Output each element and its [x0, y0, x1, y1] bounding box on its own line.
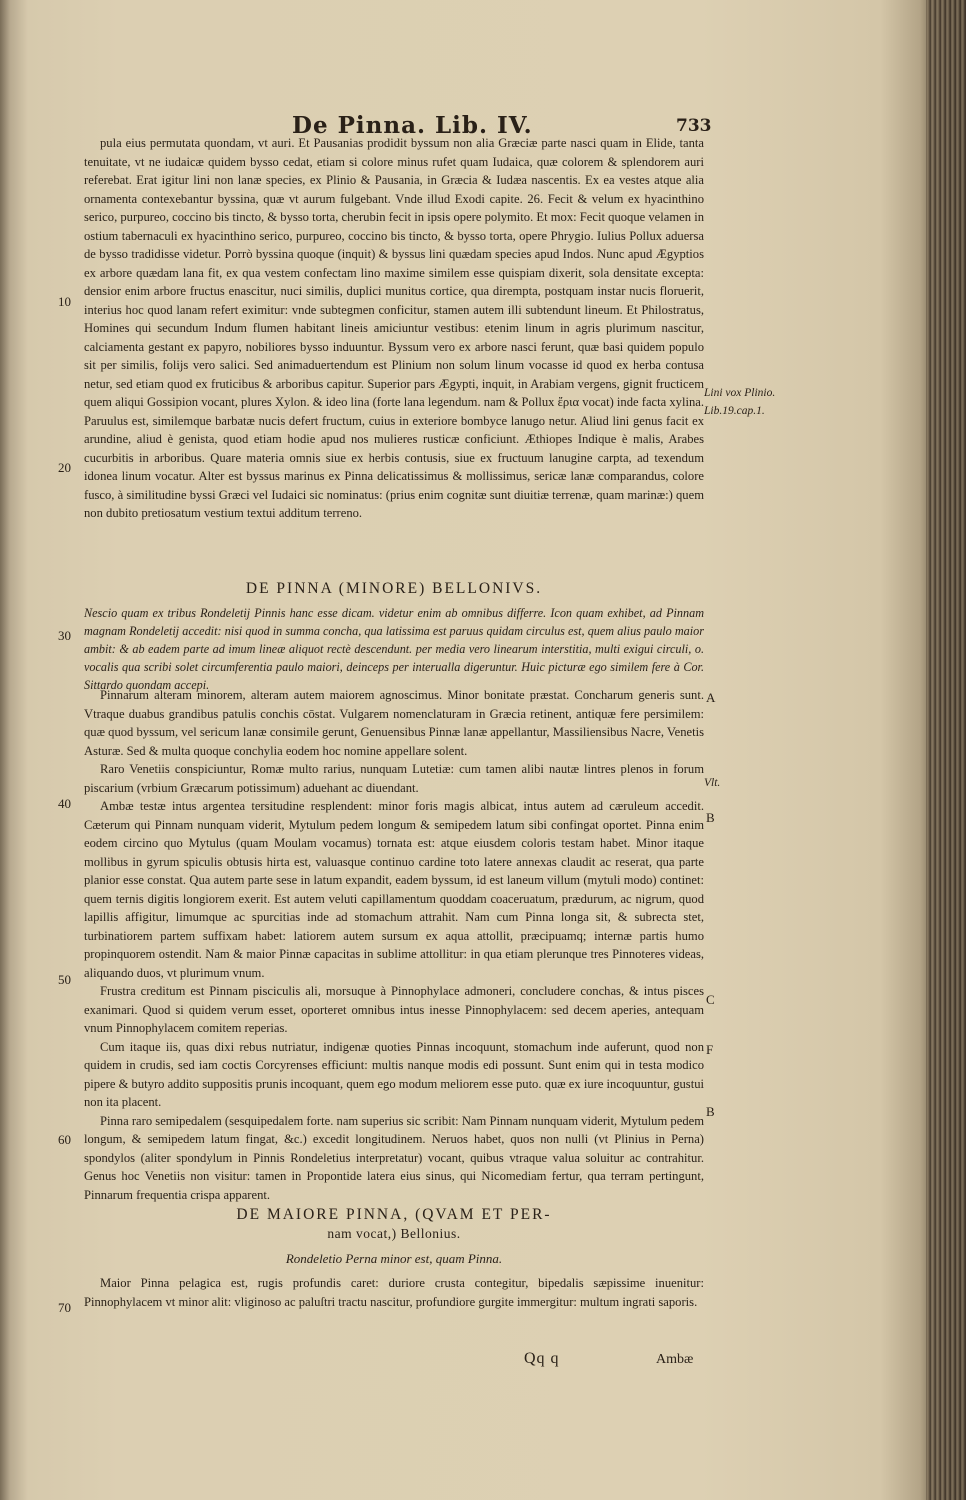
margin-letter: C: [706, 992, 715, 1007]
paragraph: pula eius permutata quondam, vt auri. Et Pausanias prodidit byssum non alia Græciæ parte nasci quam in Elide, tanta tenuitate, vt ne iudaicæ quidem bysso cedat, etiam si colore minus rufet quam Iudaica, quæ colorem & splendorem auri referebat. Erat igitur lini non lanæ species, ex Plinio & Pausania, in Græcia & Iudæa nascentis. Ex ea vestes atque alia ornamenta contexebantur byssina, quæ vt aurum fulgebant. Vnde illud Exodi capite. 26. Fecit & velum ex hyacinthino serico, purpureo, coccino bis tincto, & bysso torta, cherubin fecit in ipsis opere polymito. Et mox: Fecit quoque velamen in ostium tabernaculi ex hyacinthino serico, purpureo, coccino bis tincto, & bysso torta, opere Phrygio. Iulius Pollux aduersa de bysso tradidisse videtur. Porrò byssina quoque (inquit) & byssus lini quædam species apud Indos. Nunc apud Ægyptios ex arbore quædam lana fit, ex qua vestem confectam lino maxime similem esse quispiam dixerit, sola densitate excepta: densior enim arbore fructus enascitur, nuci similis, duplici munitus cortice, qua dirempta, postquam instar nucis floruerit, interius hoc quod lanam refert eximitur: vnde subtegmen conficitur, stamen autem illi subtendunt lineum. Et Philostratus, Homines qui secundum Indum flumen habitant lineis amiciuntur vestibus: etenim linum in agris plurimum nascitur, calciamenta gestant ex papyro, nobiliores bysso induuntur. Byssum vero ex arbore nasci ferunt, quæ basi quidem populo sit per similis, folijs vero salici. Sed animaduertendum est Plinium non solum linum vocasse id quod ex herba contusa netur, sed etiam quod ex fruticibus & arboribus capitur. Superior pars Ægypti, inquit, in Arabiam vergens, gignit fructicem quem aliqui Gossipion vocant, plures Xylon. & ideo lina (forte lana legendum. nam & Pollux ἔρια vocat) inde facta xylina. Paruulus est, similemque barbatæ nucis defert fructum, cuius in exteriore bombyce lanugo netur. Aliud lini genus facit ex arundine, aliud è genista, quod etiam hodie apud nos mulieres rusticæ conficiunt. Æthiopes Indique è malis, Arabes cucurbitis in arboribus. Quare materia omnis siue ex herbis contusis, siue ex fructuum lanugine carpta, ad texendum idonea linum vocatur. Alter est byssus marinus ex Pinna delicatissimus & mollissimus, sericæ lanæ comparandus, colore fusco, à similitudine byssi Græci vel Iudaici sic nominatus: (prius enim cognitæ sunt diuitiæ terrenæ, quam marinæ:) quem non dubito pretiosatum vestium textui additum terreno.: [84, 136, 704, 520]
line-number: 70: [58, 1300, 71, 1315]
paragraph: Maior Pinna pelagica est, rugis profundis caret: duriore crusta contegitur, bipedalis sæpissime inuenitur: Pinnophylacem vt minor alit: vliginoso ac paluſtri tractu nascitur, profundiore gurgite immergitur: multum ingrati saporis.: [84, 1276, 704, 1309]
line-number: 50: [58, 972, 71, 987]
main-text-block-2: [84, 686, 704, 1204]
paragraph: Nescio quam ex tribus Rondeletij Pinnis hanc esse dicam. videtur enim ab omnibus differre. Icon quam exhibet, ad Pinnam magnam Rondeletij accedit: nisi quod in summa concha, qua latissima est paruus quidam circulus est, quem alius paulo maior ambit: & ab eadem parte ad imum lineæ aliquot rectè descendunt. per media vero linearum interstitia, multi exigui circuli, o. vocalis qua scribi solet circumferentia paulo maiori, deinceps per interualla digeruntur. Huic picturæ ego similem fere à Cor. Sittardo quondam accepi.: [84, 606, 704, 692]
main-text-block-1: [84, 134, 704, 523]
margin-note: Lib.19.cap.1.: [704, 405, 765, 417]
paragraph: Raro Venetiis conspiciuntur, Romæ multo rarius, nunquam Lutetiæ: cum tamen alibi nautæ lintres plenos in forum piscarium (vrbium Græcarum potissimum) aduehant ac diuendant.: [84, 762, 704, 795]
paragraph: Frustra creditum est Pinnam pisciculis ali, morsuque à Pinnophylace admoneri, concludere conchas, & intus pisces exanimari. Quod si quidem verum esset, oporteret omnibus intus inesse Pinnophylacem: sed decem aperies, antequam vnum Pinnophylacem comitem reperias.: [84, 984, 704, 1035]
section-heading-maiore-pinna: [84, 1206, 704, 1242]
margin-letter: B: [706, 1104, 715, 1119]
heading-line-2: nam vocat,) Bellonius.: [327, 1226, 461, 1241]
italic-note-block: [84, 604, 704, 694]
margin-note: Vlt.: [704, 777, 721, 789]
line-number: 10: [58, 294, 71, 309]
section-heading-pinna-minore: DE PINNA (MINORE) BELLONIVS.: [245, 580, 543, 597]
line-number: 20: [58, 460, 71, 475]
catchword: Ambæ: [656, 1352, 694, 1367]
main-text-block-3: [84, 1274, 704, 1311]
folio-number: 733: [676, 116, 712, 136]
heading-line-1: DE MAIORE PINNA, (QVAM ET PER-: [236, 1206, 552, 1223]
margin-letter: A: [706, 690, 716, 705]
paragraph: Pinna raro semipedalem (sesquipedalem forte. nam superius sic scribit: Nam Pinnam nunquam viderit, Mytulum pedem longum, & semipedem latum fingat, &c.) excedit longitudinem. Neruos habet, quos non nulli (vt Plinius in Perna) spondylos (aliter spondylum in Pinnis Rondeletius interpretatur) vocant, quibus vtraque valua soluitur ac contrahitur. Genus hoc Venetiis non visitur: tamen in Propontide latera eius sinus, qui Nicomediam fertur, qua terram pertingunt, Pinnarum frequentia crispa apparent.: [84, 1113, 704, 1202]
running-title: De Pinna. Lib. IV.: [292, 112, 533, 139]
paragraph: Cum itaque iis, quas dixi rebus nutriatur, indigenæ quoties Pinnas incoquunt, stomachum inde auferunt, quod non quidem in crudis, sed iam coctis Corcyrenses efficiunt: multis nanque modis edi possunt. Sunt enim qui in testa modico pipere & butyro addito suppositis prunis incoquant, quem ego modum meliorem esse puto. quæ ex iure incoquuntur, gustui non ita placent.: [84, 1039, 705, 1109]
margin-letter: B: [706, 810, 715, 825]
page-fore-edge: [926, 0, 966, 1500]
paragraph: Ambæ testæ intus argentea tersitudine resplendent: minor foris magis albicat, intus autem ad cæruleum accedit. Cæterum qui Pinnam nunquam viderit, Mytulum pedem longum & semipedem latum sibi confingat oportet. Pinna enim eodem circino quo Mytulus (quam Moulam vocamus) tornata est: atque eiusdem coloris testam habet. Minor itaque mollibus in gyrum spiculis obtusis hirta est, valuasque continuo cardine toto latere annexas claudit ac reserat, qua parte planior esse constat. Qua autem parte sese in latum expandit, eadem byssum, id est laneum villum (mytuli modo) continet: quem ternis digitis longiorem exerit. Est autem veluti capillamentum quoddam coaceruatum, prædurum, ac nigrum, quod lapillis affigitur, limumque ac spurcitias inde ad stomachum attrahit. Nam cum Pinna longa sit, & subrecta stet, turbinatiorem partem suffixam habet: latiorem autem sursum ex aqua attollit, præcipuamq; internæ partis humo propinquorem ostendit. Nam & maior Pinnæ capacitas in sublime attollitur: in qua etiam plerunque tres Pinnoteres videas, aliquando duos, vt plurimum vnum.: [84, 799, 704, 980]
line-number: 40: [58, 796, 71, 811]
line-number: 30: [58, 628, 71, 643]
margin-note: Lini vox Plinio.: [704, 387, 776, 399]
line-number: 60: [58, 1132, 71, 1147]
paragraph: Pinnarum alteram minorem, alteram autem maiorem agnoscimus. Minor bonitate præstat. Concharum generis sunt. Vtraque duabus grandibus patulis conchis cōstat. Vulgarem nomenclaturam in Græcia retinent, antiquæ fere persimilem: quæ quod byssum, vel sericum lanæ consimile gerunt, Genuensibus Pinnæ lanæ appellantur, Massiliensibus Nacre, Venetis Asturæ. Sed & multa quoque conchylia eodem hoc nomine appellare solent.: [84, 688, 704, 758]
signature-mark: Qq q: [524, 1350, 560, 1367]
margin-letter: F: [706, 1042, 714, 1057]
section-subheading: Rondeletio Perna minor est, quam Pinna.: [285, 1251, 503, 1266]
